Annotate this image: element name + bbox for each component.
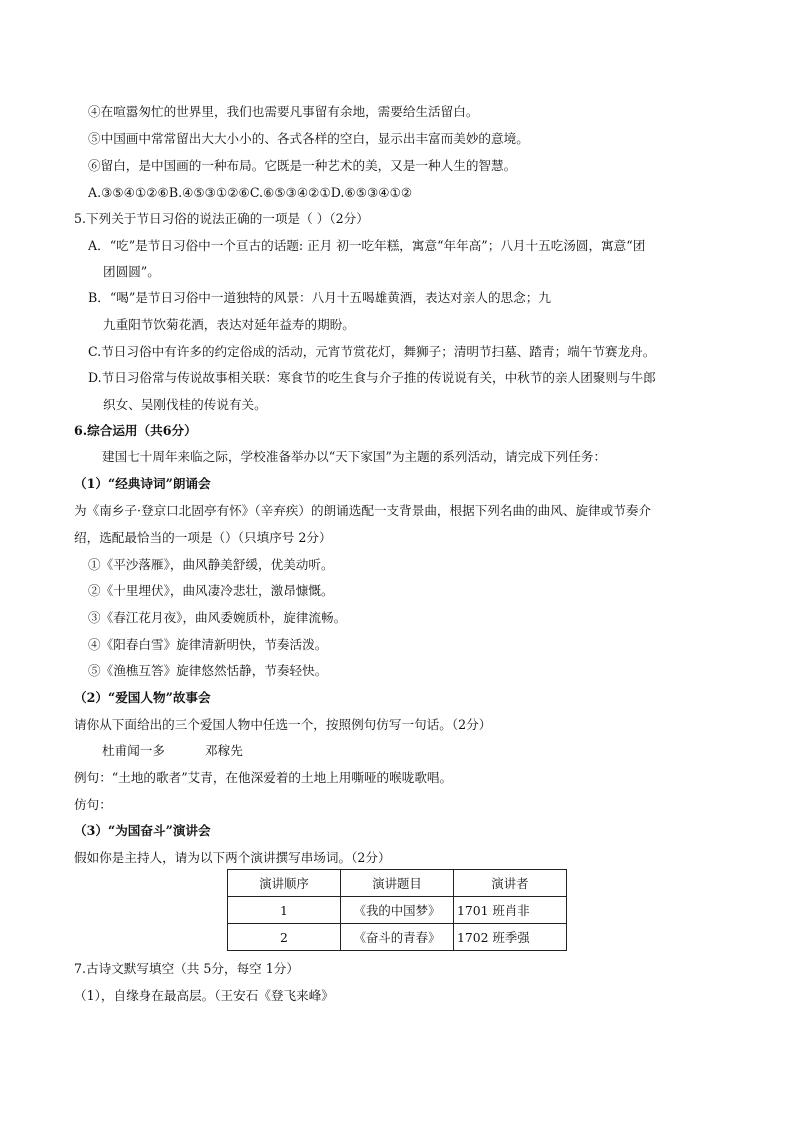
q6-part3-title: （3）“为国奋斗”演讲会 (74, 823, 211, 838)
table-cell: 2 (228, 924, 341, 951)
q6-example: 例句：“土地的歌者”艾青，在他深爱着的土地上用嘶哑的喉咙歌唱。 (74, 770, 453, 785)
q6-intro: 建国七十周年来临之际，学校准备举办以“天下家国”为主题的系列活动，请完成下列任务： (102, 449, 607, 464)
q6-part1-question: 为《南乡子·登京口北固亭有怀》（辛弃疾）的朗诵选配一支背景曲，根据下列名曲的曲风、旋律或节奏介 (74, 503, 652, 518)
q5-option-c: C.节日习俗中有许多的约定俗成的活动，元宵节赏花灯，舞狮子；清明节扫墓、踏青；端午节赛龙舟。 (88, 344, 656, 359)
q5-option-b: B．“喝”是节日习俗中一道独特的风景：八月十五喝雄黄酒，表达对亲人的思念；九 (88, 290, 551, 305)
table-header-cell: 演讲题目 (341, 870, 454, 897)
table-header-cell: 演讲顺序 (228, 870, 341, 897)
q7-title: 7.古诗文默写填空（共 5分，每空 1分） (74, 961, 299, 976)
q5-option-a-cont: 团圆圆”。 (103, 264, 160, 279)
music-item: ②《十里埋伏》，曲风凄冷悲壮，激昂慷慨。 (88, 583, 334, 598)
music-item: ④《阳春白雪》旋律清新明快，节奏活泼。 (88, 637, 328, 652)
table-cell: 1701 班肖非 (454, 897, 567, 924)
q7-line-1: （1），自缘身在最高层。（王安石《登飞来峰》 (74, 988, 334, 1003)
music-item: ①《平沙落雁》，曲风静美舒缓，优美动听。 (88, 557, 334, 572)
q6-part1-question-cont: 绍，选配最恰当的一项是（）（只填序号 2分） (74, 530, 332, 545)
q6-title: 6.综合运用（共6分） (74, 423, 197, 438)
speech-table (227, 869, 567, 951)
table-cell: 《奋斗的青春》 (341, 924, 454, 951)
q6-imitate-label: 仿句： (74, 797, 112, 812)
table-header-row (228, 870, 567, 897)
table-cell: 1702 班季强 (454, 924, 567, 951)
q4-item-4: ④在喧嚣匆忙的世界里，我们也需要凡事留有余地，需要给生活留白。 (88, 104, 479, 119)
table-row (228, 897, 567, 924)
table-row (228, 924, 567, 951)
q6-part3-question: 假如你是主持人，请为以下两个演讲撰写串场词。（2分） (74, 850, 391, 865)
table-cell: 《我的中国梦》 (341, 897, 454, 924)
q5-option-b-cont: 九重阳节饮菊花酒，表达对延年益寿的期盼。 (103, 317, 355, 332)
table-header-cell: 演讲者 (454, 870, 567, 897)
q6-part2-question: 请你从下面给出的三个爱国人物中任选一个，按照例句仿写一句话。（2分） (74, 717, 492, 732)
q5-option-d: D.节日习俗常与传说故事相关联：寒食节的吃生食与介子推的传说说有关，中秋节的亲人团聚则与牛郎 (88, 370, 656, 385)
q4-item-6: ⑥留白，是中国画的一种布局。它既是一种艺术的美，又是一种人生的智慧。 (88, 158, 517, 173)
q4-options: A.③⑤④①②⑥B.④⑤③①②⑥C.⑥⑤③④②①D.⑥⑤③④①② (88, 185, 413, 200)
q4-item-5: ⑤中国画中常常留出大大小小的、各式各样的空白，显示出丰富而美妙的意境。 (88, 131, 529, 146)
q6-part2-title: （2）“爱国人物”故事会 (74, 690, 211, 705)
q5-option-a: A．“吃”是节日习俗中一个亘古的话题: 正月 初一吃年糕，寓意“年年高”；八月十五吃汤圆，寓意“团 (88, 238, 646, 253)
q6-part1-title: （1）“经典诗词”朗诵会 (74, 476, 211, 491)
q6-people: 杜甫闻一多 邓稼先 (102, 743, 243, 758)
q5-option-d-cont: 织女、吴刚伐桂的传说有关。 (103, 397, 267, 412)
table-cell: 1 (228, 897, 341, 924)
q5-stem: 5.下列关于节日习俗的说法正确的一项是（ ）（2分） (74, 211, 369, 226)
music-item: ⑤《渔樵互答》旋律悠然恬静，节奏轻快。 (88, 663, 328, 678)
music-item: ③《春江花月夜》，曲风委婉质朴，旋律流畅。 (88, 610, 347, 625)
